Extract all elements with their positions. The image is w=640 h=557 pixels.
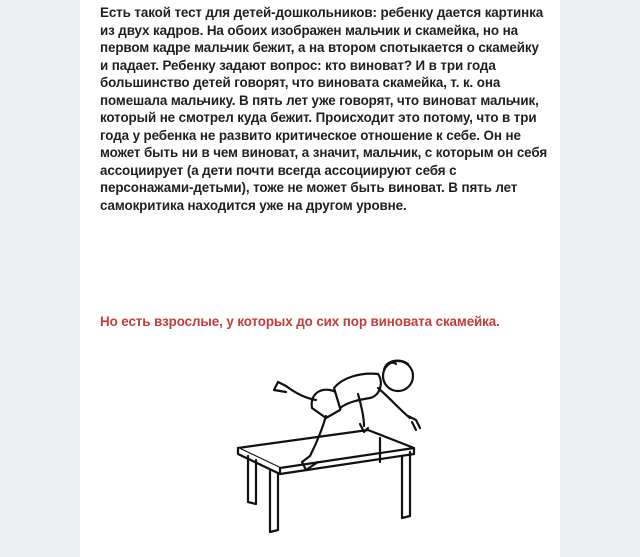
boy-tripping-over-bench-icon	[230, 352, 430, 552]
post-page	[80, 0, 560, 557]
post-highlight: Но есть взрослые, у которых до сих пор виновата скамейка.	[100, 314, 500, 329]
post-paragraph: Есть такой тест для детей-дошкольников: ребенку дается картинка из двух кадров. На обоих изображен мальчик и скамейка, но на первом кадре мальчик бежит, а на втором спотыкается о скамейку и падает. Ребенку задают вопрос: кто виноват? И в три года большинство детей говорят, что виновата скамейка, т. к. она помешала мальчику. В пять лет уже говорят, что виноват мальчик, который не смотрел куда бежит. Происходит это потому, что в три года у ребенка не развито критическое отношение к себе. Он не может быть ни в чем виноват, а значит, мальчик, с которым он себя ассоциирует (а дети почти всегда ассоциируют себя с персонажами-детьми), тоже не может быть виноват. В пять лет самокритика находится уже на другом уровне.	[100, 5, 548, 213]
